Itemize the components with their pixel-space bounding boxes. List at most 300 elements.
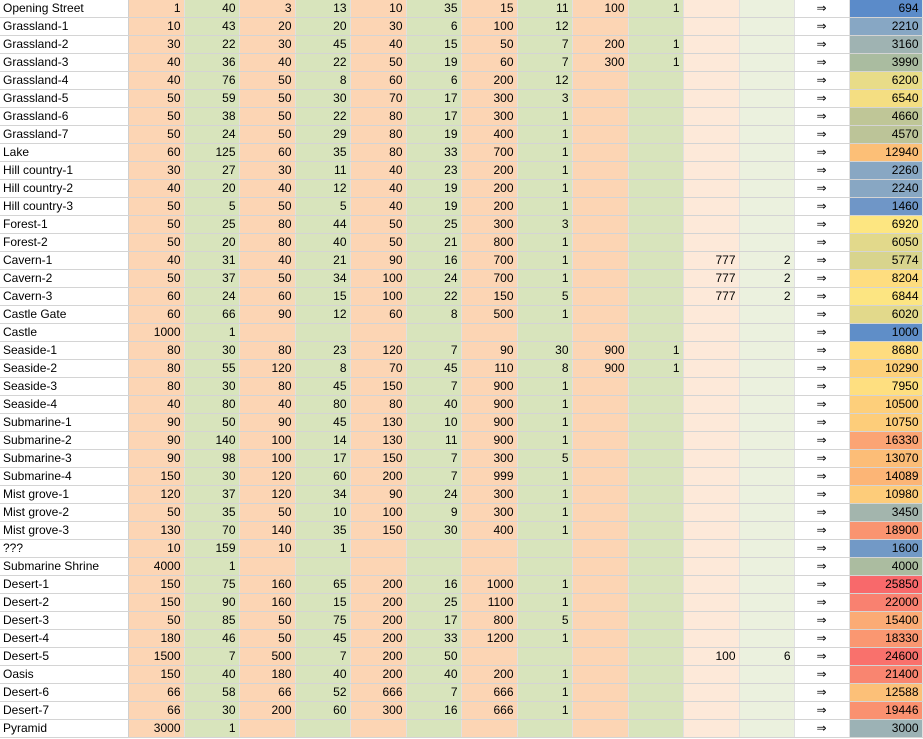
- row-name-cell[interactable]: Seaside-1: [0, 342, 128, 360]
- value-cell[interactable]: 200: [239, 702, 295, 720]
- value-cell[interactable]: 66: [128, 684, 184, 702]
- value-cell[interactable]: 500: [239, 648, 295, 666]
- value-cell[interactable]: [628, 648, 683, 666]
- value-cell[interactable]: 17: [406, 612, 461, 630]
- arrow-cell[interactable]: ⇒: [794, 108, 849, 126]
- value-cell[interactable]: [683, 72, 739, 90]
- total-cell[interactable]: 24600: [849, 648, 922, 666]
- value-cell[interactable]: [683, 306, 739, 324]
- value-cell[interactable]: 16: [406, 576, 461, 594]
- value-cell[interactable]: [628, 270, 683, 288]
- value-cell[interactable]: 23: [295, 342, 350, 360]
- total-cell[interactable]: 8204: [849, 270, 922, 288]
- value-cell[interactable]: 100: [350, 288, 406, 306]
- value-cell[interactable]: [572, 612, 628, 630]
- value-cell[interactable]: 90: [239, 414, 295, 432]
- value-cell[interactable]: [683, 90, 739, 108]
- value-cell[interactable]: 666: [350, 684, 406, 702]
- value-cell[interactable]: [572, 162, 628, 180]
- arrow-cell[interactable]: ⇒: [794, 18, 849, 36]
- row-name-cell[interactable]: Submarine-3: [0, 450, 128, 468]
- value-cell[interactable]: 130: [128, 522, 184, 540]
- value-cell[interactable]: 1: [517, 306, 572, 324]
- arrow-cell[interactable]: ⇒: [794, 414, 849, 432]
- value-cell[interactable]: 90: [128, 450, 184, 468]
- arrow-cell[interactable]: ⇒: [794, 432, 849, 450]
- value-cell[interactable]: 50: [128, 612, 184, 630]
- row-name-cell[interactable]: Submarine-1: [0, 414, 128, 432]
- value-cell[interactable]: 24: [184, 288, 239, 306]
- value-cell[interactable]: 50: [239, 72, 295, 90]
- arrow-cell[interactable]: ⇒: [794, 180, 849, 198]
- value-cell[interactable]: [739, 576, 794, 594]
- value-cell[interactable]: 98: [184, 450, 239, 468]
- arrow-cell[interactable]: ⇒: [794, 648, 849, 666]
- value-cell[interactable]: [628, 396, 683, 414]
- value-cell[interactable]: 130: [350, 414, 406, 432]
- value-cell[interactable]: 110: [461, 360, 517, 378]
- value-cell[interactable]: [628, 72, 683, 90]
- value-cell[interactable]: 500: [461, 306, 517, 324]
- value-cell[interactable]: 52: [295, 684, 350, 702]
- value-cell[interactable]: [739, 432, 794, 450]
- value-cell[interactable]: 12: [295, 306, 350, 324]
- total-cell[interactable]: 8680: [849, 342, 922, 360]
- value-cell[interactable]: [739, 666, 794, 684]
- total-cell[interactable]: 4660: [849, 108, 922, 126]
- value-cell[interactable]: [350, 720, 406, 738]
- value-cell[interactable]: 7: [406, 684, 461, 702]
- value-cell[interactable]: 900: [572, 342, 628, 360]
- value-cell[interactable]: 24: [184, 126, 239, 144]
- arrow-cell[interactable]: ⇒: [794, 450, 849, 468]
- value-cell[interactable]: 19: [406, 180, 461, 198]
- value-cell[interactable]: 10: [295, 504, 350, 522]
- value-cell[interactable]: 200: [461, 72, 517, 90]
- value-cell[interactable]: 200: [350, 648, 406, 666]
- value-cell[interactable]: [739, 324, 794, 342]
- value-cell[interactable]: [628, 306, 683, 324]
- value-cell[interactable]: 140: [239, 522, 295, 540]
- arrow-cell[interactable]: ⇒: [794, 558, 849, 576]
- value-cell[interactable]: 1: [517, 468, 572, 486]
- row-name-cell[interactable]: Hill country-2: [0, 180, 128, 198]
- value-cell[interactable]: 1: [517, 522, 572, 540]
- value-cell[interactable]: 700: [461, 144, 517, 162]
- value-cell[interactable]: [572, 630, 628, 648]
- value-cell[interactable]: 15: [295, 288, 350, 306]
- value-cell[interactable]: 1: [517, 576, 572, 594]
- total-cell[interactable]: 4000: [849, 558, 922, 576]
- value-cell[interactable]: 60: [350, 72, 406, 90]
- value-cell[interactable]: 22: [295, 54, 350, 72]
- value-cell[interactable]: 70: [350, 90, 406, 108]
- value-cell[interactable]: 59: [184, 90, 239, 108]
- value-cell[interactable]: 90: [350, 252, 406, 270]
- value-cell[interactable]: [628, 558, 683, 576]
- total-cell[interactable]: 12588: [849, 684, 922, 702]
- value-cell[interactable]: 40: [406, 396, 461, 414]
- value-cell[interactable]: 9: [406, 504, 461, 522]
- value-cell[interactable]: 100: [683, 648, 739, 666]
- value-cell[interactable]: 50: [128, 504, 184, 522]
- value-cell[interactable]: 800: [461, 234, 517, 252]
- row-name-cell[interactable]: Grassland-2: [0, 36, 128, 54]
- value-cell[interactable]: 5: [517, 288, 572, 306]
- row-name-cell[interactable]: Grassland-4: [0, 72, 128, 90]
- value-cell[interactable]: 21: [295, 252, 350, 270]
- value-cell[interactable]: 60: [128, 288, 184, 306]
- value-cell[interactable]: [683, 324, 739, 342]
- value-cell[interactable]: 300: [461, 504, 517, 522]
- value-cell[interactable]: 400: [461, 126, 517, 144]
- value-cell[interactable]: 19: [406, 54, 461, 72]
- value-cell[interactable]: 7: [406, 342, 461, 360]
- total-cell[interactable]: 18900: [849, 522, 922, 540]
- total-cell[interactable]: 5774: [849, 252, 922, 270]
- value-cell[interactable]: 30: [128, 162, 184, 180]
- value-cell[interactable]: [628, 216, 683, 234]
- value-cell[interactable]: 200: [461, 666, 517, 684]
- value-cell[interactable]: [739, 684, 794, 702]
- value-cell[interactable]: 12: [517, 72, 572, 90]
- value-cell[interactable]: 7: [517, 54, 572, 72]
- row-name-cell[interactable]: Cavern-3: [0, 288, 128, 306]
- value-cell[interactable]: [628, 702, 683, 720]
- value-cell[interactable]: 5: [184, 198, 239, 216]
- value-cell[interactable]: [683, 558, 739, 576]
- value-cell[interactable]: 1: [295, 540, 350, 558]
- value-cell[interactable]: 40: [350, 36, 406, 54]
- arrow-cell[interactable]: ⇒: [794, 162, 849, 180]
- value-cell[interactable]: [628, 288, 683, 306]
- value-cell[interactable]: 800: [461, 612, 517, 630]
- value-cell[interactable]: 80: [239, 342, 295, 360]
- value-cell[interactable]: 150: [128, 468, 184, 486]
- value-cell[interactable]: 60: [239, 144, 295, 162]
- value-cell[interactable]: [739, 90, 794, 108]
- value-cell[interactable]: 31: [184, 252, 239, 270]
- value-cell[interactable]: 1: [517, 378, 572, 396]
- total-cell[interactable]: 1460: [849, 198, 922, 216]
- value-cell[interactable]: 1200: [461, 630, 517, 648]
- value-cell[interactable]: 900: [461, 378, 517, 396]
- arrow-cell[interactable]: ⇒: [794, 288, 849, 306]
- value-cell[interactable]: [683, 540, 739, 558]
- value-cell[interactable]: [461, 558, 517, 576]
- total-cell[interactable]: 3450: [849, 504, 922, 522]
- value-cell[interactable]: 10: [128, 540, 184, 558]
- value-cell[interactable]: 10: [239, 540, 295, 558]
- value-cell[interactable]: [239, 720, 295, 738]
- value-cell[interactable]: 21: [406, 234, 461, 252]
- total-cell[interactable]: 694: [849, 0, 922, 18]
- value-cell[interactable]: 300: [572, 54, 628, 72]
- value-cell[interactable]: 50: [128, 126, 184, 144]
- value-cell[interactable]: 900: [461, 414, 517, 432]
- value-cell[interactable]: 44: [295, 216, 350, 234]
- arrow-cell[interactable]: ⇒: [794, 216, 849, 234]
- row-name-cell[interactable]: Hill country-1: [0, 162, 128, 180]
- value-cell[interactable]: 19: [406, 198, 461, 216]
- value-cell[interactable]: 22: [184, 36, 239, 54]
- value-cell[interactable]: [406, 540, 461, 558]
- row-name-cell[interactable]: Seaside-4: [0, 396, 128, 414]
- value-cell[interactable]: [683, 180, 739, 198]
- value-cell[interactable]: [739, 54, 794, 72]
- value-cell[interactable]: 700: [461, 252, 517, 270]
- value-cell[interactable]: 40: [295, 234, 350, 252]
- value-cell[interactable]: [739, 396, 794, 414]
- value-cell[interactable]: 12: [517, 18, 572, 36]
- value-cell[interactable]: 24: [406, 270, 461, 288]
- value-cell[interactable]: 66: [239, 684, 295, 702]
- row-name-cell[interactable]: Castle Gate: [0, 306, 128, 324]
- value-cell[interactable]: [572, 216, 628, 234]
- value-cell[interactable]: 200: [461, 180, 517, 198]
- value-cell[interactable]: 60: [461, 54, 517, 72]
- value-cell[interactable]: 40: [128, 252, 184, 270]
- value-cell[interactable]: [406, 558, 461, 576]
- value-cell[interactable]: [572, 396, 628, 414]
- value-cell[interactable]: 45: [295, 378, 350, 396]
- total-cell[interactable]: 13070: [849, 450, 922, 468]
- value-cell[interactable]: [683, 396, 739, 414]
- value-cell[interactable]: [683, 450, 739, 468]
- value-cell[interactable]: [572, 288, 628, 306]
- value-cell[interactable]: 50: [406, 648, 461, 666]
- value-cell[interactable]: 37: [184, 270, 239, 288]
- value-cell[interactable]: [739, 18, 794, 36]
- value-cell[interactable]: 300: [461, 450, 517, 468]
- value-cell[interactable]: [572, 252, 628, 270]
- arrow-cell[interactable]: ⇒: [794, 486, 849, 504]
- arrow-cell[interactable]: ⇒: [794, 702, 849, 720]
- value-cell[interactable]: [572, 540, 628, 558]
- arrow-cell[interactable]: ⇒: [794, 234, 849, 252]
- row-name-cell[interactable]: Grassland-3: [0, 54, 128, 72]
- value-cell[interactable]: 33: [406, 144, 461, 162]
- value-cell[interactable]: [628, 594, 683, 612]
- value-cell[interactable]: 1: [517, 234, 572, 252]
- value-cell[interactable]: 200: [461, 162, 517, 180]
- arrow-cell[interactable]: ⇒: [794, 522, 849, 540]
- row-name-cell[interactable]: Desert-3: [0, 612, 128, 630]
- value-cell[interactable]: [683, 468, 739, 486]
- value-cell[interactable]: 900: [572, 360, 628, 378]
- value-cell[interactable]: 200: [350, 594, 406, 612]
- value-cell[interactable]: 76: [184, 72, 239, 90]
- value-cell[interactable]: 90: [128, 432, 184, 450]
- value-cell[interactable]: 7: [406, 468, 461, 486]
- value-cell[interactable]: 75: [295, 612, 350, 630]
- value-cell[interactable]: [683, 522, 739, 540]
- total-cell[interactable]: 6020: [849, 306, 922, 324]
- value-cell[interactable]: 1: [517, 432, 572, 450]
- value-cell[interactable]: 300: [461, 486, 517, 504]
- value-cell[interactable]: [683, 702, 739, 720]
- value-cell[interactable]: 35: [295, 144, 350, 162]
- value-cell[interactable]: 50: [239, 630, 295, 648]
- value-cell[interactable]: [572, 180, 628, 198]
- value-cell[interactable]: 1: [517, 684, 572, 702]
- value-cell[interactable]: 40: [239, 54, 295, 72]
- value-cell[interactable]: [628, 432, 683, 450]
- arrow-cell[interactable]: ⇒: [794, 90, 849, 108]
- value-cell[interactable]: [572, 702, 628, 720]
- value-cell[interactable]: [628, 720, 683, 738]
- value-cell[interactable]: 180: [128, 630, 184, 648]
- value-cell[interactable]: 80: [128, 360, 184, 378]
- arrow-cell[interactable]: ⇒: [794, 306, 849, 324]
- value-cell[interactable]: 30: [184, 468, 239, 486]
- total-cell[interactable]: 12940: [849, 144, 922, 162]
- value-cell[interactable]: 1: [628, 360, 683, 378]
- value-cell[interactable]: 60: [128, 306, 184, 324]
- value-cell[interactable]: 777: [683, 252, 739, 270]
- value-cell[interactable]: 80: [128, 378, 184, 396]
- value-cell[interactable]: 13: [295, 0, 350, 18]
- value-cell[interactable]: [683, 342, 739, 360]
- value-cell[interactable]: [572, 486, 628, 504]
- value-cell[interactable]: [739, 234, 794, 252]
- value-cell[interactable]: [628, 162, 683, 180]
- value-cell[interactable]: 40: [350, 162, 406, 180]
- value-cell[interactable]: [572, 414, 628, 432]
- value-cell[interactable]: [683, 720, 739, 738]
- value-cell[interactable]: 30: [239, 162, 295, 180]
- value-cell[interactable]: 30: [517, 342, 572, 360]
- value-cell[interactable]: [683, 108, 739, 126]
- value-cell[interactable]: 12: [295, 180, 350, 198]
- value-cell[interactable]: 35: [184, 504, 239, 522]
- value-cell[interactable]: 80: [350, 108, 406, 126]
- row-name-cell[interactable]: Forest-1: [0, 216, 128, 234]
- value-cell[interactable]: 3: [239, 0, 295, 18]
- value-cell[interactable]: [739, 72, 794, 90]
- value-cell[interactable]: 5: [517, 450, 572, 468]
- value-cell[interactable]: 35: [406, 0, 461, 18]
- value-cell[interactable]: 6: [406, 72, 461, 90]
- total-cell[interactable]: 3160: [849, 36, 922, 54]
- value-cell[interactable]: [739, 36, 794, 54]
- value-cell[interactable]: [683, 54, 739, 72]
- value-cell[interactable]: 100: [461, 18, 517, 36]
- value-cell[interactable]: 5: [517, 612, 572, 630]
- value-cell[interactable]: 900: [461, 396, 517, 414]
- value-cell[interactable]: [628, 522, 683, 540]
- value-cell[interactable]: [572, 648, 628, 666]
- value-cell[interactable]: [683, 378, 739, 396]
- value-cell[interactable]: [572, 324, 628, 342]
- value-cell[interactable]: 80: [239, 216, 295, 234]
- value-cell[interactable]: [683, 360, 739, 378]
- value-cell[interactable]: 1100: [461, 594, 517, 612]
- value-cell[interactable]: 300: [461, 90, 517, 108]
- value-cell[interactable]: 25: [406, 594, 461, 612]
- total-cell[interactable]: 16330: [849, 432, 922, 450]
- value-cell[interactable]: 10: [406, 414, 461, 432]
- value-cell[interactable]: 100: [350, 504, 406, 522]
- value-cell[interactable]: 1: [628, 54, 683, 72]
- value-cell[interactable]: 34: [295, 270, 350, 288]
- value-cell[interactable]: 50: [128, 90, 184, 108]
- value-cell[interactable]: 120: [128, 486, 184, 504]
- value-cell[interactable]: 30: [184, 702, 239, 720]
- value-cell[interactable]: 20: [295, 18, 350, 36]
- row-name-cell[interactable]: Pyramid: [0, 720, 128, 738]
- value-cell[interactable]: 8: [295, 72, 350, 90]
- value-cell[interactable]: [739, 522, 794, 540]
- value-cell[interactable]: [572, 576, 628, 594]
- value-cell[interactable]: 25: [406, 216, 461, 234]
- value-cell[interactable]: 50: [239, 504, 295, 522]
- value-cell[interactable]: [628, 144, 683, 162]
- value-cell[interactable]: 100: [350, 270, 406, 288]
- value-cell[interactable]: 200: [350, 612, 406, 630]
- total-cell[interactable]: 19446: [849, 702, 922, 720]
- arrow-cell[interactable]: ⇒: [794, 72, 849, 90]
- total-cell[interactable]: 21400: [849, 666, 922, 684]
- row-name-cell[interactable]: Mist grove-1: [0, 486, 128, 504]
- value-cell[interactable]: 45: [406, 360, 461, 378]
- value-cell[interactable]: [683, 684, 739, 702]
- row-name-cell[interactable]: ???: [0, 540, 128, 558]
- value-cell[interactable]: [239, 324, 295, 342]
- value-cell[interactable]: 1: [184, 324, 239, 342]
- value-cell[interactable]: 777: [683, 270, 739, 288]
- value-cell[interactable]: 1: [517, 108, 572, 126]
- row-name-cell[interactable]: Seaside-3: [0, 378, 128, 396]
- value-cell[interactable]: [739, 378, 794, 396]
- total-cell[interactable]: 14089: [849, 468, 922, 486]
- value-cell[interactable]: 2: [739, 288, 794, 306]
- value-cell[interactable]: [739, 180, 794, 198]
- value-cell[interactable]: [739, 630, 794, 648]
- value-cell[interactable]: [683, 18, 739, 36]
- value-cell[interactable]: 17: [406, 108, 461, 126]
- value-cell[interactable]: [739, 486, 794, 504]
- value-cell[interactable]: 45: [295, 414, 350, 432]
- value-cell[interactable]: 50: [239, 270, 295, 288]
- value-cell[interactable]: [683, 0, 739, 18]
- row-name-cell[interactable]: Seaside-2: [0, 360, 128, 378]
- value-cell[interactable]: 300: [350, 702, 406, 720]
- row-name-cell[interactable]: Mist grove-2: [0, 504, 128, 522]
- value-cell[interactable]: [572, 684, 628, 702]
- value-cell[interactable]: 38: [184, 108, 239, 126]
- value-cell[interactable]: 160: [239, 594, 295, 612]
- value-cell[interactable]: 6: [739, 648, 794, 666]
- value-cell[interactable]: [461, 720, 517, 738]
- value-cell[interactable]: 1: [517, 414, 572, 432]
- value-cell[interactable]: 14: [295, 432, 350, 450]
- value-cell[interactable]: [739, 612, 794, 630]
- value-cell[interactable]: [628, 234, 683, 252]
- row-name-cell[interactable]: Submarine Shrine: [0, 558, 128, 576]
- value-cell[interactable]: 1: [517, 630, 572, 648]
- value-cell[interactable]: 85: [184, 612, 239, 630]
- value-cell[interactable]: [683, 612, 739, 630]
- row-name-cell[interactable]: Mist grove-3: [0, 522, 128, 540]
- value-cell[interactable]: [683, 414, 739, 432]
- value-cell[interactable]: 33: [406, 630, 461, 648]
- total-cell[interactable]: 10980: [849, 486, 922, 504]
- value-cell[interactable]: [683, 576, 739, 594]
- value-cell[interactable]: 40: [128, 180, 184, 198]
- value-cell[interactable]: [628, 252, 683, 270]
- arrow-cell[interactable]: ⇒: [794, 270, 849, 288]
